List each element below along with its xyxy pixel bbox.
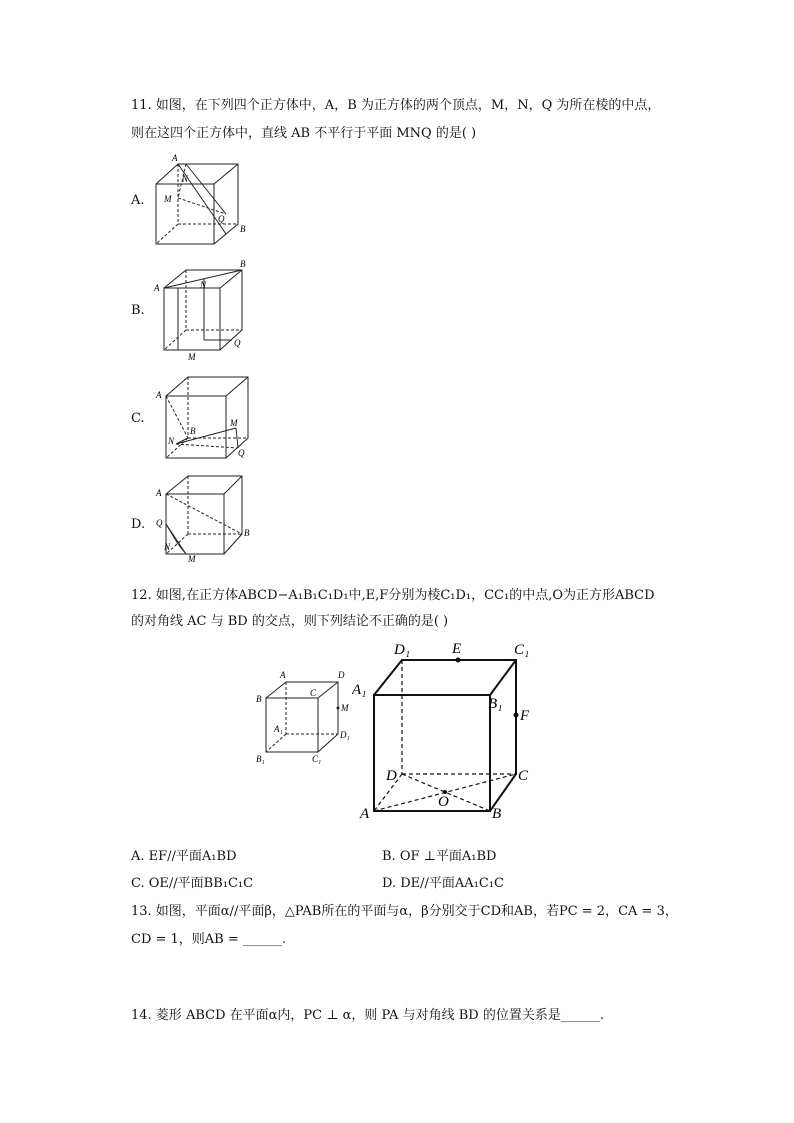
large-cube-label-d1: D₁ (394, 642, 411, 658)
fig-d-label-n: N (164, 542, 171, 552)
fig-c-label-b: B (190, 426, 196, 436)
q11-line1: 11. 如图，在下列四个正方体中，A，B 为正方体的两个顶点，M，N，Q 为所在棱的中点， (131, 98, 661, 113)
fig-d-label-m: M (188, 554, 196, 564)
q12-choice-c: C. OE//平面BB₁C₁C (131, 876, 254, 891)
large-cube-label-o: O (438, 794, 449, 810)
q12-line2: 的对角线 AC 与 BD 的交点，则下列结论不正确的是( ) (131, 614, 449, 629)
fig-d-label-b: B (244, 528, 250, 538)
cube-figure-b (148, 258, 263, 363)
large-cube-label-a1: A₁ (352, 682, 367, 698)
cube-figure-d (148, 470, 263, 565)
fig-b-label-a: A (154, 283, 160, 293)
q12-choice-a: A. EF//平面A₁BD (131, 849, 237, 864)
small-cube-label-d1: D₁ (340, 730, 350, 740)
small-cube-label-m: M (341, 703, 349, 713)
q12-line1: 12. 如图,在正方体ABCD−A₁B₁C₁D₁中,E,F分别为棱C₁D₁，CC₁的中点,O为正方形ABCD (131, 588, 655, 603)
fig-c-label-a: A (156, 390, 162, 400)
q13-line1: 13. 如图，平面α//平面β，△PAB所在的平面与α，β分别交于CD和AB，若PC = 2，CA = 3， (131, 904, 678, 919)
cube-figure-a (148, 150, 258, 250)
small-cube-label-d: D (338, 670, 345, 680)
q12-choice-d: D. DE//平面AA₁C₁C (382, 876, 504, 891)
fig-b-label-b: B (240, 259, 246, 269)
fig-a-label-m: M (164, 194, 172, 204)
q14-line1: 14. 菱形 ABCD 在平面α内，PC ⊥ α，则 PA 与对角线 BD 的位置关系是______. (131, 1008, 604, 1023)
q11-option-b-label: B. (131, 303, 145, 318)
fig-c-label-m: M (230, 418, 238, 428)
fig-b-label-n: N (200, 280, 207, 290)
fig-a-label-a: A (172, 153, 178, 163)
large-cube-figure (352, 638, 537, 828)
small-cube-label-b: B (256, 694, 262, 704)
large-cube-label-d: D (386, 768, 397, 784)
large-cube-label-e: E (452, 641, 462, 657)
fig-c-label-q: Q (238, 448, 245, 458)
small-cube-figure (252, 664, 362, 769)
q12-choice-b: B. OF ⊥平面A₁BD (382, 849, 497, 864)
q11-option-c-label: C. (131, 411, 145, 426)
large-cube-label-c: C (518, 768, 529, 784)
fig-a-label-n: N (182, 174, 189, 184)
q13-line2: CD = 1，则AB = ______. (131, 932, 287, 947)
fig-b-label-q: Q (234, 338, 241, 348)
cube-figure-c (148, 370, 263, 465)
large-cube-label-f: F (520, 708, 530, 724)
small-cube-label-b1: B₁ (256, 754, 265, 764)
q11-line2: 则在这四个正方体中，直线 AB 不平行于平面 MNQ 的是( ) (131, 126, 477, 141)
large-cube-label-a: A (360, 806, 370, 822)
fig-c-label-n: N (168, 436, 175, 446)
q11-option-d-label: D. (131, 517, 146, 532)
small-cube-label-a1: A₁ (274, 724, 283, 734)
small-cube-label-c1: C₁ (312, 754, 322, 764)
fig-a-label-b: B (240, 224, 246, 234)
fig-d-label-a: A (156, 488, 162, 498)
fig-a-label-q: Q (218, 214, 225, 224)
fig-b-label-m: M (188, 352, 196, 362)
large-cube-label-b: B (492, 806, 502, 822)
q11-option-a-label: A. (131, 193, 145, 208)
large-cube-label-c1: C₁ (514, 642, 530, 658)
fig-d-label-q: Q (156, 518, 163, 528)
small-cube-label-a: A (280, 670, 286, 680)
small-cube-label-c: C (310, 688, 317, 698)
large-cube-label-b1: B₁ (488, 696, 503, 712)
